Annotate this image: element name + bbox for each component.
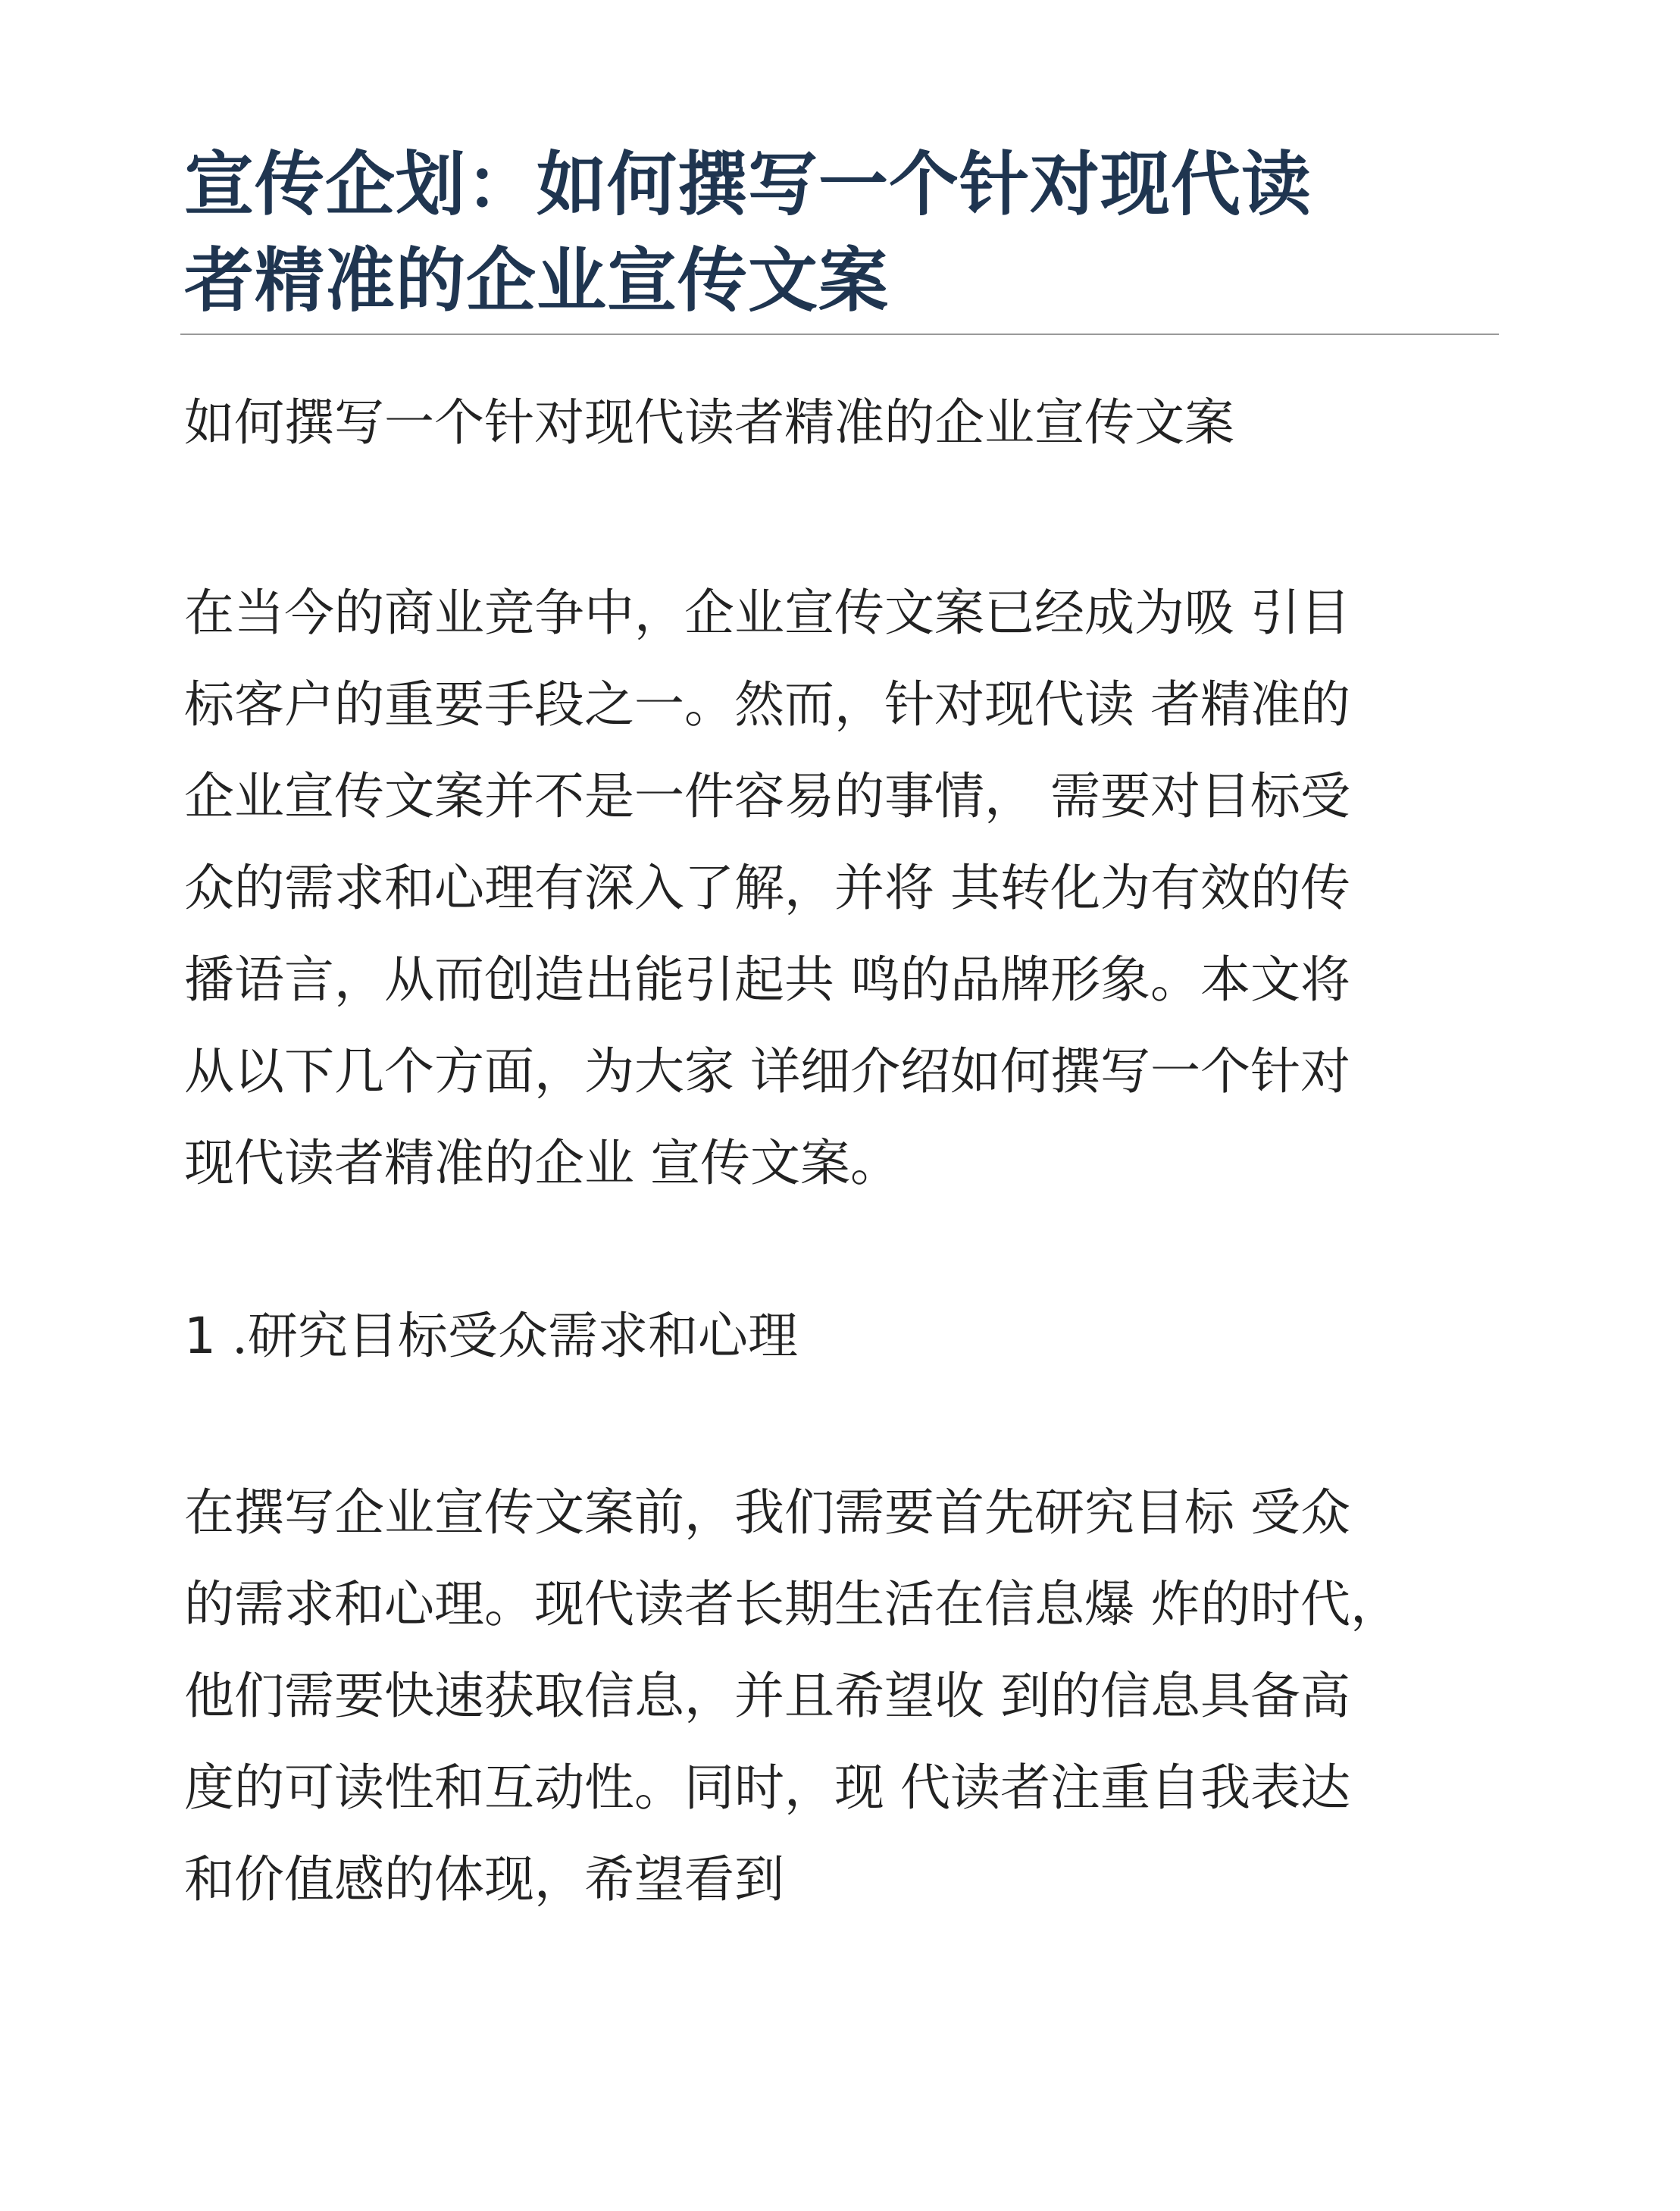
- paragraph-line: 现代读者精准的企业 宣传文案。: [184, 1134, 900, 1192]
- paragraph-line: 从以下几个方面，为大家 详细介绍如何撰写一个针对: [184, 1042, 1350, 1101]
- document-subtitle: 如何撰写一个针对现代读者精准的企业宣传文案: [184, 393, 1234, 452]
- paragraph-line: 和价值感的体现，希望看到: [184, 1850, 784, 1909]
- paragraph-line: 众的需求和心理有深入了解，并将 其转化为有效的传: [184, 859, 1350, 917]
- paragraph-line: 企业宣传文案并不是一件容易的事情， 需要对目标受: [184, 767, 1350, 825]
- paragraph-line: 播语言，从而创造出能引起共 鸣的品牌形象。本文将: [184, 950, 1350, 1009]
- paragraph-line: 在撰写企业宣传文案前，我们需要首先研究目标 受众: [184, 1483, 1350, 1542]
- document-title: [184, 136, 1503, 329]
- paragraph-line: 的需求和心理。现代读者长期生活在信息爆 炸的时代，: [184, 1575, 1400, 1633]
- title-line: 宣传企划：如何撰写一个针对现代读: [184, 144, 1312, 225]
- body-paragraph: [184, 1467, 1400, 1925]
- paragraph-line: 度的可读性和互动性。同时，现 代读者注重自我表达: [184, 1758, 1350, 1817]
- paragraph-line: 在当今的商业竞争中，企业宣传文案已经成为吸 引目: [184, 584, 1350, 642]
- intro-paragraph: [184, 567, 1350, 1209]
- paragraph-line: 他们需要快速获取信息，并且希望收 到的信息具备高: [184, 1667, 1350, 1725]
- paragraph-line: 标客户的重要手段之一。然而，针对现代读 者精准的: [184, 675, 1350, 734]
- section-heading-text: .研究目标受众需求和心理: [231, 1307, 798, 1365]
- title-line: 者精准的企业宣传文案: [184, 240, 890, 321]
- section-heading: [184, 1302, 798, 1370]
- title-divider: [180, 334, 1499, 335]
- section-number: 1: [184, 1307, 216, 1365]
